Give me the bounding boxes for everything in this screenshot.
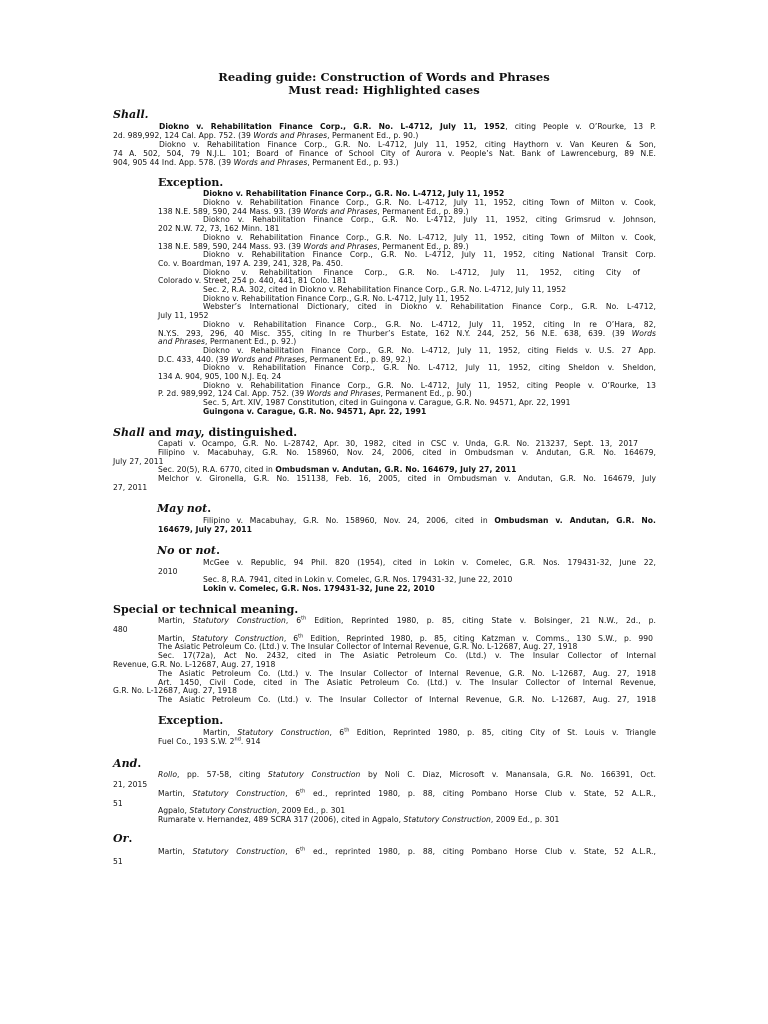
- heading-shall-and-may: Shall and may, distinguished.: [113, 426, 298, 439]
- citation-line: Rollo, pp. 57-58, citing Statutory Construction by Noli C. Diaz, Microsoft v. Manansala, G.R. No. 166391, Oct.: [158, 770, 656, 779]
- citation-line: Melchor v. Gironella, G.R. No. 151138, Feb. 16, 2005, cited in Ombudsman v. Andutan, G.R. No. 164679, July: [158, 474, 656, 483]
- highlighted-case: Lokin v. Comelec, G.R. Nos. 179431-32, June 22, 2010: [203, 584, 435, 593]
- heading-may-not: May not.: [157, 502, 212, 515]
- citation-line: Martin, Statutory Construction, 6th ed., reprinted 1980, p. 88, citing Pombano Horse Club v. State, 52 A.L.R.,: [158, 788, 656, 798]
- citation-line: Diokno v. Rehabilitation Finance Corp., G.R. No. L-4712, July 11, 1952, citing Haythorn v. Van Keuren & Son,: [159, 140, 656, 149]
- citation-line: 134 A. 904, 905, 100 N.J. Eq. 24: [158, 372, 282, 381]
- citation-line: Diokno v. Rehabilitation Finance Corp., G.R. No. L-4712, July 11, 1952: [203, 293, 470, 303]
- citation-line: Sec. 5, Art. XIV, 1987 Constitution, cited in Guingona v. Carague, G.R. No. 94571, Apr. 22, 1991: [203, 398, 571, 408]
- citation-line: The Asiatic Petroleum Co. (Ltd.) v. The Insular Collector of Internal Revenue, G.R. No. L-12687, Aug. 27, 1918: [158, 668, 656, 678]
- citation-line: 51: [113, 799, 123, 808]
- citation-line: 2010: [158, 567, 178, 576]
- heading-or: Or.: [113, 832, 133, 845]
- citation-line: Diokno v. Rehabilitation Finance Corp., G.R. No. L-4712, July 11, 1952, citing Sheldon v. Sheldon,: [203, 363, 656, 373]
- citation-line: Sec. 2, R.A. 302, cited in Diokno v. Rehabilitation Finance Corp., G.R. No. L-4712, July 11, 1952: [203, 285, 567, 294]
- heading-no-or-not: No or not.: [157, 544, 220, 557]
- highlighted-case: Diokno v. Rehabilitation Finance Corp., G.R. No. L-4712, July 11, 1952: [203, 189, 505, 198]
- citation-line: Diokno v. Rehabilitation Finance Corp., G.R. No. L-4712, July 11, 1952, citing Fields v. U.S. 27 App.: [203, 345, 656, 355]
- citation-line: Martin, Statutory Construction, 6th Edition, Reprinted 1980, p. 85, citing City of St. Louis v. Triangle: [203, 727, 656, 737]
- citation-line: Fuel Co., 193 S.W. 2nd. 914: [158, 736, 261, 746]
- citation-line: 74 A. 502, 504, 79 N.J.L. 101; Board of Finance of School City of Aurora v. People’s Nat. Bank of Lawrenceburg, 89 N.E.: [113, 149, 656, 158]
- citation-line: and Phrases, Permanent Ed., p. 92.): [158, 337, 297, 347]
- citation-line: P. 2d. 989,992, 124 Cal. App. 752. (39 Words and Phrases, Permanent Ed., p. 90.): [158, 389, 472, 399]
- citation-line: 138 N.E. 589, 590, 244 Mass. 93. (39 Words and Phrases, Permanent Ed., p. 89.): [158, 206, 469, 216]
- citation-line: 480: [113, 624, 128, 634]
- citation-line: Sec. 8, R.A. 7941, cited in Lokin v. Comelec, G.R. Nos. 179431-32, June 22, 2010: [203, 575, 513, 584]
- citation-line: 904, 905 44 Ind. App. 578. (39 Words and Phrases, Permanent Ed., p. 93.): [113, 158, 399, 167]
- citation-line: Diokno v. Rehabilitation Finance Corp., G.R. No. L-4712, July 11, 1952, citing People v. O’Rourke, 13: [203, 380, 656, 390]
- citation-line: July 27, 2011: [113, 457, 164, 466]
- citation-line: Martin, Statutory Construction, 6th ed., reprinted 1980, p. 88, citing Pombano Horse Club v. State, 52 A.L.R.,: [158, 846, 656, 856]
- citation-line: Filipino v. Macabuhay, G.R. No. 158960, Nov. 24, 2006, cited in Ombudsman v. Andutan, G.R. No. 164679,: [158, 448, 656, 457]
- citation-line: Diokno v. Rehabilitation Finance Corp., G.R. No. L-4712, July 11, 1952, citing Grimsrud v. Johnson,: [203, 215, 656, 225]
- citation-line: July 11, 1952: [158, 311, 209, 321]
- citation-line: 202 N.W. 72, 73, 162 Minn. 181: [158, 224, 280, 234]
- citation-line: Diokno v. Rehabilitation Finance Corp., G.R. No. L-4712, July 11, 1952, citing In re O’Hara, 82,: [203, 319, 656, 329]
- citation-line: Agpalo, Statutory Construction, 2009 Ed., p. 301: [158, 806, 346, 815]
- citation-line: Diokno v. Rehabilitation Finance Corp., G.R. No. L-4712, July 11, 1952, citing Town of Milton v. Cook,: [203, 198, 656, 207]
- citation-line: Diokno v. Rehabilitation Finance Corp., G.R. No. L-4712, July 11, 1952, citing Town of Milton v. Cook,: [203, 232, 656, 242]
- citation-line: Art. 1450, Civil Code, cited in The Asiatic Petroleum Co. (Ltd.) v. The Insular Collector of Internal Revenue,: [158, 677, 656, 687]
- heading-and: And.: [113, 757, 142, 770]
- citation-line: The Asiatic Petroleum Co. (Ltd.) v. The Insular Collector of Internal Revenue, G.R. No. L-12687, Aug. 27, 1918: [158, 695, 656, 705]
- citation-line: McGee v. Republic, 94 Phil. 820 (1954), cited in Lokin v. Comelec, G.R. Nos. 179431-32, June 22,: [203, 558, 656, 567]
- citation-line: Diokno v. Rehabilitation Finance Corp., G.R. No. L-4712, July 11, 1952, citing People v. O’Rourke, 13 P.: [159, 122, 656, 131]
- document-title: Reading guide: Construction of Words and Phrases: [218, 70, 550, 84]
- citation-line: Capati v. Ocampo, G.R. No. L-28742, Apr. 30, 1982, cited in CSC v. Unda, G.R. No. 213237, Sept. 13, 2017: [158, 439, 638, 448]
- citation-line: The Asiatic Petroleum Co. (Ltd.) v. The Insular Collector of Internal Revenue, G.R. No. L-12687, Aug. 27, 1918: [158, 642, 578, 652]
- citation-line: Sec. 20(5), R.A. 6770, cited in Ombudsman v. Andutan, G.R. No. 164679, July 27, 2011: [158, 465, 517, 474]
- citation-line: Rumarate v. Hernandez, 489 SCRA 317 (2006), cited in Agpalo, Statutory Construction, 2009 Ed., p. 301: [158, 815, 560, 824]
- citation-line: Martin, Statutory Construction, 6th Edition, Reprinted 1980, p. 85, citing State v. Bolsinger, 21 N.W., 2d., p.: [158, 615, 656, 625]
- citation-line: 2d. 989,992, 124 Cal. App. 752. (39 Words and Phrases, Permanent Ed., p. 90.): [113, 131, 419, 140]
- citation-line: Sec. 17(72a), Act No. 2432, cited in The Asiatic Petroleum Co. (Ltd.) v. The Insular Collector of Internal: [158, 651, 656, 661]
- heading-exception: Exception.: [158, 176, 224, 189]
- citation-line: 21, 2015: [113, 780, 148, 789]
- citation-line: N.Y.S. 293, 296, 40 Misc. 355, citing In re Thurber’s Estate, 162 N.Y. 244, 252, 56 N.E. 638, 639. (39 Words: [158, 328, 656, 338]
- citation-line: Martin, Statutory Construction, 6th Edition, Reprinted 1980, p. 85, citing Katzman v. Comms., 130 S.W., p. 990: [158, 633, 653, 643]
- citation-line: Revenue, G.R. No. L-12687, Aug. 27, 1918: [113, 660, 276, 669]
- citation-line: Colorado v. Street, 254 p. 440, 441, 81 Colo. 181: [158, 276, 347, 286]
- citation-line: Diokno v. Rehabilitation Finance Corp., G.R. No. L-4712, July 11, 1952, citing National Transit Corp.: [203, 250, 656, 260]
- highlighted-case: 164679, July 27, 2011: [158, 525, 252, 534]
- heading-special-meaning: Special or technical meaning.: [113, 603, 299, 616]
- highlighted-case: Guingona v. Carague, G.R. No. 94571, Apr. 22, 1991: [203, 406, 427, 416]
- citation-line: D.C. 433, 440. (39 Words and Phrases, Permanent Ed., p. 89, 92.): [158, 354, 411, 364]
- heading-exception-2: Exception.: [158, 714, 224, 727]
- citation-line: 27, 2011: [113, 483, 148, 492]
- citation-line: G.R. No. L-12687, Aug. 27, 1918: [113, 686, 237, 696]
- document-subtitle: Must read: Highlighted cases: [288, 83, 480, 97]
- citation-line: Diokno v. Rehabilitation Finance Corp., G.R. No. L-4712, July 11, 1952, citing City of: [203, 267, 640, 277]
- citation-line: 138 N.E. 589, 590, 244 Mass. 93. (39 Words and Phrases, Permanent Ed., p. 89.): [158, 241, 469, 251]
- citation-line: Webster’s International Dictionary, cited in Diokno v. Rehabilitation Finance Corp., G.R. No. L-4712,: [203, 302, 656, 312]
- heading-shall: Shall.: [113, 108, 149, 121]
- citation-line: Co. v. Boardman, 197 A. 239, 241, 328, Pa. 450.: [158, 258, 344, 268]
- citation-line: 51: [113, 857, 123, 866]
- citation-line: Filipino v. Macabuhay, G.R. No. 158960, Nov. 24, 2006, cited in Ombudsman v. Andutan, G.R. No.: [203, 516, 656, 525]
